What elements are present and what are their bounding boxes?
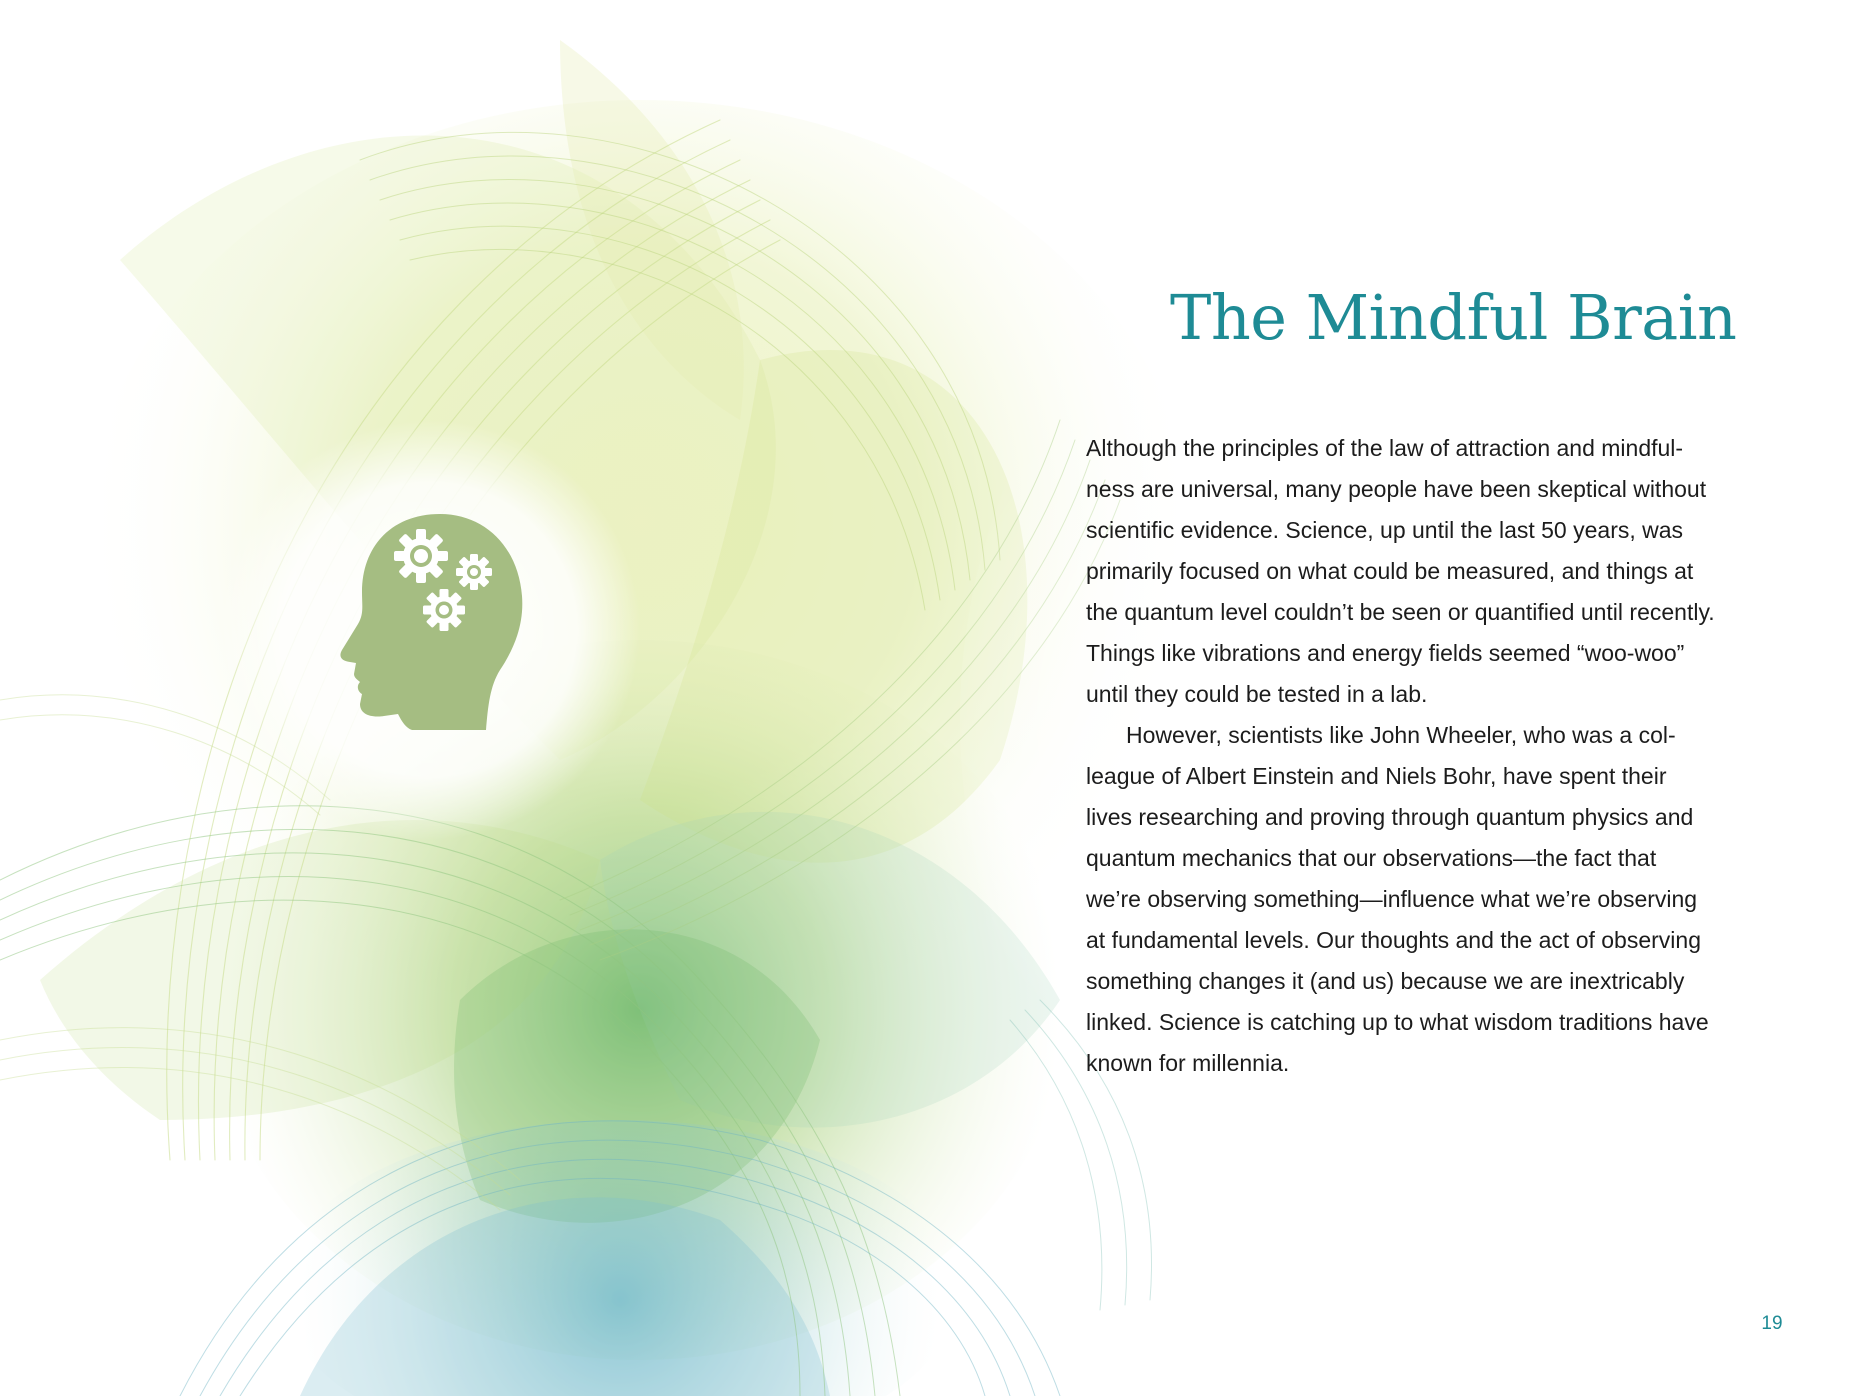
text-line: until they could be tested in a lab. (1086, 681, 1428, 707)
head-with-gears-icon (336, 510, 526, 732)
text-line: at fundamental levels. Our thoughts and the act of observing (1086, 927, 1701, 953)
page-number: 19 (1761, 1313, 1783, 1334)
text-line (1086, 1084, 1766, 1125)
page-title: The Mindful Brain (1170, 281, 1737, 354)
paragraph-1 (1086, 428, 1766, 715)
text-line: quantum mechanics that our observations—the fact that (1086, 845, 1657, 871)
text-line: primarily focused on what could be measured, and things at (1086, 558, 1694, 584)
text-line: scientific evidence. Science, up until the last 50 years, was (1086, 517, 1684, 543)
text-line: Although the principles of the law of attraction and mindful- (1086, 435, 1684, 461)
paragraph-2 (1086, 715, 1766, 1125)
body-text (1086, 428, 1766, 1125)
text-line: the quantum level couldn’t be seen or quantified until recently. (1086, 599, 1715, 625)
text-line: known for millennia. (1086, 1050, 1290, 1076)
text-line: Things like vibrations and energy fields seemed “woo-woo” (1086, 640, 1685, 666)
text-line: something changes it (and us) because we are inextricably (1086, 968, 1685, 994)
text-line: lives researching and proving through quantum physics and (1086, 804, 1694, 830)
text-line: league of Albert Einstein and Niels Bohr, have spent their (1086, 763, 1667, 789)
text-line: However, scientists like John Wheeler, who was a col- (1126, 722, 1676, 748)
text-line: ness are universal, many people have been skeptical without (1086, 476, 1707, 502)
text-line: we’re observing something—influence what we’re observing (1086, 886, 1698, 912)
text-line: linked. Science is catching up to what wisdom traditions have (1086, 1009, 1709, 1035)
